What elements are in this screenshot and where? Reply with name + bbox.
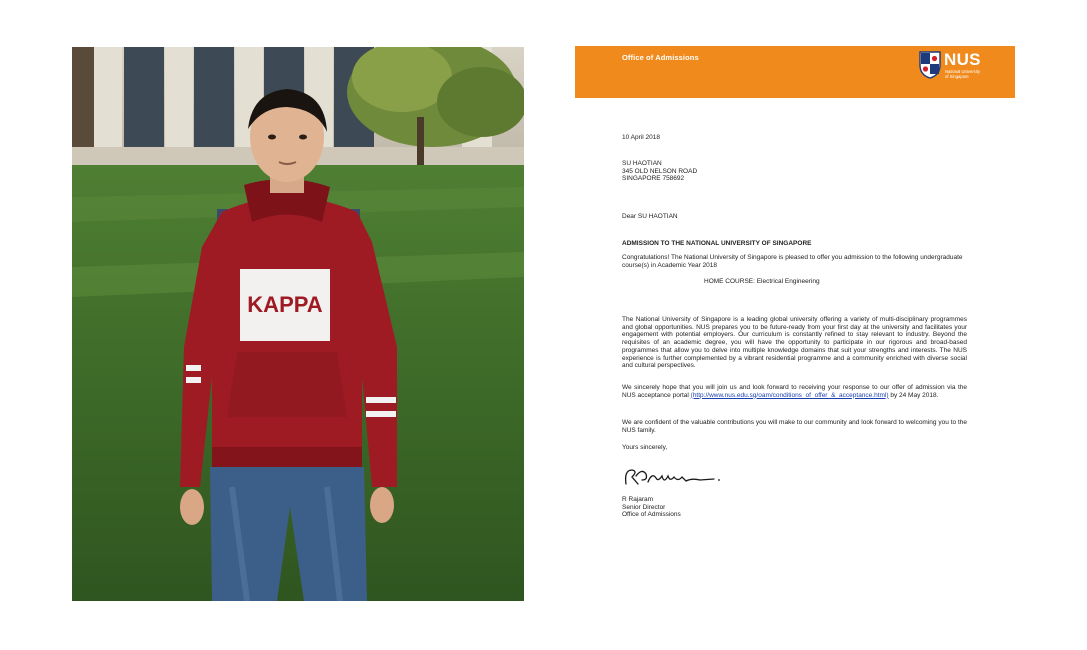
address-line: SINGAPORE 758692 [622, 175, 685, 183]
office-title: Office of Admissions [622, 53, 699, 62]
letter-date: 10 April 2018 [622, 134, 660, 141]
left-hand [180, 489, 204, 525]
acceptance-portal-link[interactable]: (http://www.nus.edu.sg/oam/conditions_of_offer_&_acceptance.html) [690, 391, 889, 399]
home-course: HOME COURSE: Electrical Engineering [704, 278, 820, 285]
letter-header [575, 46, 1015, 98]
salutation: Dear SU HAOTIAN [622, 213, 678, 220]
university-description-paragraph: The National University of Singapore is a leading global university offering a variety of multi-disciplinary programmes and global opportunities. NUS prepares you to be future-ready from your first day at the university and facilitates your engagement with potential employers. Our curriculum is constantly refined to stay relevant to industry. Beyond the requisites of an academic degree, you will have the opportunity to participate in our rigorous and broad-based programmes that allow you to delve into multiple knowledge domains that suit your strengths and interests. The NUS experience is further complemented by a vibrant residential programme and a community enriched with diverse social and cultural perspectives. [622, 316, 967, 370]
column [94, 47, 122, 152]
student-photo [72, 47, 524, 601]
right-hand [370, 487, 394, 523]
nus-crest-icon [919, 51, 941, 79]
letter-subject: ADMISSION TO THE NATIONAL UNIVERSITY OF SINGAPORE [622, 240, 812, 247]
building-window [124, 47, 164, 147]
address-line: 345 OLD NELSON ROAD [622, 167, 698, 175]
signer-office: Office of Admissions [622, 511, 681, 519]
acceptance-paragraph: We sincerely hope that you will join us and look forward to receiving your response to our offer of admission via the NUS acceptance portal (http://www.nus.edu.sg/oam/conditions_of_offer_&_acceptance.html) by 24 May 2018. [622, 384, 967, 399]
signer-name: R Rajaram [622, 496, 654, 503]
tree-trunk [417, 117, 424, 167]
kappa-text: KAPPA [247, 292, 323, 317]
signer-title: Senior Director [622, 503, 666, 511]
admission-letter [575, 46, 1015, 530]
valediction: Yours sincerely, [622, 444, 668, 451]
logo-subtitle: National University of Singapore [945, 69, 980, 79]
nus-logo [919, 51, 1011, 87]
recipient-address [622, 160, 967, 183]
congratulations-paragraph: Congratulations! The National University of Singapore is pleased to offer you admission to the following undergraduate course(s) in Academic Year 2018 [622, 254, 963, 269]
column [165, 47, 193, 152]
building-window [194, 47, 234, 147]
handwritten-signature [622, 464, 722, 490]
closing-paragraph: We are confident of the valuable contributions you will make to our community and look forward to welcoming you to the NUS family. [622, 419, 967, 434]
address-line: SU HAOTIAN [622, 160, 662, 167]
photo-illustration [72, 47, 524, 601]
signer-block [622, 496, 967, 519]
logo-wordmark: NUS [944, 50, 981, 69]
